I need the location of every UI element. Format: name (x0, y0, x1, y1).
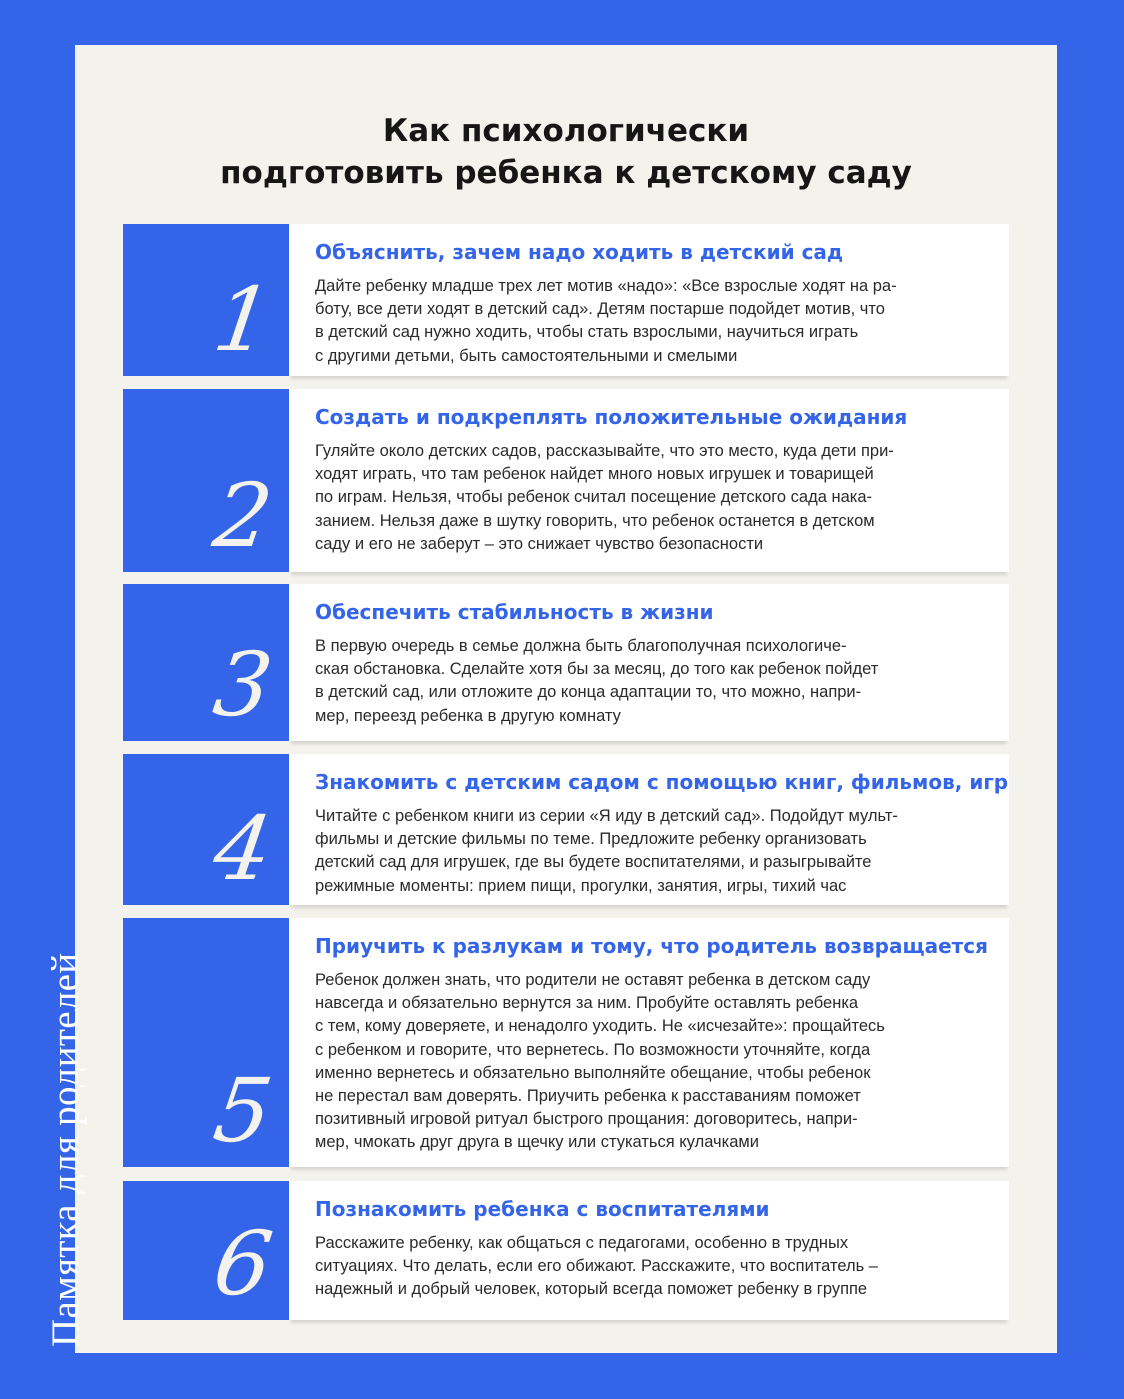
tip-text-line: ская обстановка. Сделайте хотя бы за месяц, до того как ребенок пойдет (315, 660, 879, 679)
tip-text (315, 440, 975, 556)
tip-title: Знакомить с детским садом с помощью книг, фильмов, игр (315, 770, 1009, 794)
tip-text (315, 805, 975, 898)
tip-number-box (123, 584, 289, 741)
tip-title: Приучить к разлукам и тому, что родитель возвращается (315, 934, 988, 958)
tip-content (289, 1181, 1009, 1320)
tip-content (289, 584, 1009, 741)
tip-text-line: с тем, кому доверяете, и ненадолго уходить. Не «исчезайте»: прощайтесь (315, 1017, 885, 1036)
page-title-line-2: подготовить ребенка к детскому саду (220, 155, 912, 191)
tip-text-line: в детский сад, или отложите до конца адаптации то, что можно, напри- (315, 683, 862, 702)
tip-item-3 (123, 584, 1009, 741)
tip-text-line: с ребенком и говорите, что вернетесь. По возможности уточняйте, когда (315, 1040, 871, 1059)
tip-text (315, 1232, 975, 1302)
tip-text-line: навсегда и обязательно вернутся за ним. Пробуйте оставлять ребенка (315, 994, 859, 1013)
tip-text-line: Ребенок должен знать, что родители не оставят ребенка в детском саду (315, 971, 871, 989)
tip-text-line: с другими детьми, быть самостоятельными и смелыми (315, 346, 738, 365)
tip-text-line: занием. Нельзя даже в шутку говорить, что ребенок останется в детском (315, 511, 875, 530)
tip-content (289, 754, 1009, 905)
tip-number: 4 (207, 797, 279, 900)
tip-text-line: ходят играть, что там ребенок найдет много новых игрушек и товарищей (315, 465, 874, 484)
tip-text-line: саду и его не заберут – это снижает чувство безопасности (315, 534, 764, 553)
tip-number: 1 (207, 268, 279, 371)
tip-number-box (123, 918, 289, 1167)
tip-content (289, 918, 1009, 1167)
tip-number-box (123, 1181, 289, 1320)
tip-text-line: режимные моменты: прием пищи, прогулки, занятия, игры, тихий час (315, 876, 847, 895)
tip-item-5 (123, 918, 1009, 1167)
tip-text-line: Дайте ребенку младше трех лет мотив «надо»: «Все взрослые ходят на ра- (315, 277, 897, 295)
tip-item-6 (123, 1181, 1009, 1320)
tip-number: 2 (207, 464, 279, 567)
tip-text-line: детский сад для игрушек, где вы будете воспитателями, и разыгрывайте (315, 853, 872, 872)
tip-item-2 (123, 389, 1009, 572)
tip-text-line: надежный и добрый человек, который всегда поможет ребенку в группе (315, 1280, 868, 1299)
tip-text-line: Расскажите ребенку, как общаться с педагогами, особенно в трудных (315, 1234, 849, 1252)
tip-title: Объяснить, зачем надо ходить в детский сад (315, 240, 844, 264)
tip-text-line: фильмы и детские фильмы по теме. Предложите ребенку организовать (315, 830, 867, 849)
tip-text-line: ситуациях. Что делать, если его обижают. Расскажите, что воспитатель – (315, 1257, 878, 1276)
page-title-line-1: Как психологически (382, 113, 750, 149)
tip-text (315, 275, 975, 368)
tip-number-box (123, 754, 289, 905)
tip-text-line: в детский сад нужно ходить, чтобы стать взрослыми, научиться играть (315, 323, 859, 342)
tip-number-box (123, 389, 289, 572)
tip-content (289, 224, 1009, 376)
side-label: Памятка для родителей (44, 952, 87, 1347)
page-title (75, 110, 1057, 194)
tip-text-line: не перестал вам доверять. Приучить ребенка к расставаниям поможет (315, 1087, 861, 1106)
tip-text-line: мер, чмокать друг друга в щечку или стукаться кулачками (315, 1133, 759, 1152)
tip-title: Познакомить ребенка с воспитателями (315, 1197, 770, 1221)
tip-title: Создать и подкреплять положительные ожидания (315, 405, 908, 429)
tip-item-4 (123, 754, 1009, 905)
tip-text-line: В первую очередь в семье должна быть благополучная психологиче- (315, 637, 847, 655)
tip-number-box (123, 224, 289, 376)
tip-number: 6 (207, 1212, 279, 1315)
tip-number: 5 (207, 1059, 279, 1162)
tip-text-line: Читайте с ребенком книги из серии «Я иду в детский сад». Подойдут мульт- (315, 807, 898, 825)
tip-text (315, 635, 975, 728)
tip-number: 3 (207, 633, 279, 736)
tip-title: Обеспечить стабильность в жизни (315, 600, 714, 624)
tip-text-line: мер, переезд ребенка в другую комнату (315, 706, 621, 725)
tip-text-line: по играм. Нельзя, чтобы ребенок считал посещение детского сада нака- (315, 488, 873, 507)
tip-text (315, 969, 975, 1155)
tip-text-line: именно вернетесь и обязательно выполняйте обещание, чтобы ребенок (315, 1063, 871, 1082)
tip-text-line: Гуляйте около детских садов, рассказывайте, что это место, куда дети при- (315, 442, 894, 460)
tip-item-1 (123, 224, 1009, 376)
tip-content (289, 389, 1009, 572)
tip-text-line: боту, все дети ходят в детский сад». Детям постарше подойдет мотив, что (315, 300, 885, 319)
tip-text-line: позитивный игровой ритуал быстрого прощания: договоритесь, напри- (315, 1110, 858, 1129)
